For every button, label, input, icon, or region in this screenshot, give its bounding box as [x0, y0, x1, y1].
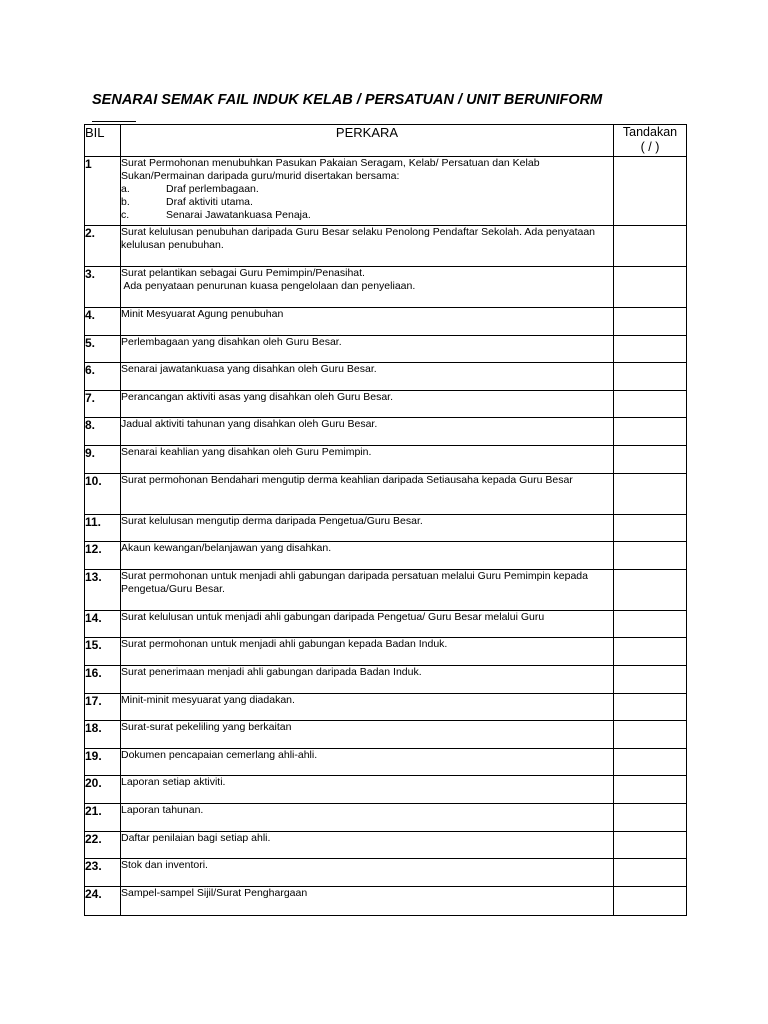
subitem [121, 209, 613, 222]
table-row [85, 445, 687, 473]
row-number: 2. [85, 226, 121, 267]
tandakan-mark-hint: ( / ) [640, 140, 660, 154]
row-number: 3. [85, 267, 121, 308]
row-number: 11. [85, 514, 121, 542]
table-row [85, 748, 687, 776]
row-item-text: Surat kelulusan untuk menjadi ahli gabungan daripada Pengetua/ Guru Besar melalui Guru [121, 610, 614, 638]
row-number: 12. [85, 542, 121, 570]
table-row [85, 390, 687, 418]
check-cell[interactable] [614, 831, 687, 859]
check-cell[interactable] [614, 748, 687, 776]
column-header-bil: BIL [85, 125, 121, 157]
column-header-tandakan [614, 125, 687, 157]
check-cell[interactable] [614, 157, 687, 226]
row-item-text [121, 267, 614, 308]
row-number: 7. [85, 390, 121, 418]
check-cell[interactable] [614, 693, 687, 721]
check-cell[interactable] [614, 610, 687, 638]
row-number: 21. [85, 803, 121, 831]
row-item-text: Jadual aktiviti tahunan yang disahkan oleh Guru Besar. [121, 418, 614, 446]
page-title: SENARAI SEMAK FAIL INDUK KELAB / PERSATUAN / UNIT BERUNIFORM [92, 92, 603, 108]
row-number: 6. [85, 363, 121, 391]
row-item-text: Laporan tahunan. [121, 803, 614, 831]
row-item-text: Dokumen pencapaian cemerlang ahli-ahli. [121, 748, 614, 776]
table-row [85, 665, 687, 693]
row-item-main: Surat Permohonan menubuhkan Pasukan Pakaian Seragam, Kelab/ Persatuan dan Kelab Sukan/Permainan daripada guru/murid disertakan bersama: [121, 157, 540, 182]
table-row [85, 693, 687, 721]
row-item-text: Senarai jawatankuasa yang disahkan oleh Guru Besar. [121, 363, 614, 391]
row-item-text: Surat kelulusan penubuhan daripada Guru Besar selaku Penolong Pendaftar Sekolah. Ada penyataan kelulusan penubuhan. [121, 226, 614, 267]
row-item-text: Daftar penilaian bagi setiap ahli. [121, 831, 614, 859]
check-cell[interactable] [614, 776, 687, 804]
row-item-text: Perancangan aktiviti asas yang disahkan oleh Guru Besar. [121, 390, 614, 418]
row-number: 23. [85, 859, 121, 887]
row-item-note: Ada penyataan penurunan kuasa pengelolaan dan penyeliaan. [121, 280, 416, 292]
check-cell[interactable] [614, 226, 687, 267]
table-row [85, 363, 687, 391]
row-item-text: Laporan setiap aktiviti. [121, 776, 614, 804]
row-item-text: Surat permohonan untuk menjadi ahli gabungan daripada persatuan melalui Guru Pemimpin kepada Pengetua/Guru Besar. [121, 569, 614, 610]
table-row [85, 542, 687, 570]
check-cell[interactable] [614, 308, 687, 336]
check-cell[interactable] [614, 886, 687, 915]
tandakan-label: Tandakan [622, 125, 678, 139]
table-row [85, 610, 687, 638]
row-item-text: Surat permohonan Bendahari mengutip derma keahlian daripada Setiausaha kepada Guru Besar [121, 473, 614, 514]
row-number: 16. [85, 665, 121, 693]
subitem-text: Draf perlembagaan. [166, 183, 259, 195]
row-number: 8. [85, 418, 121, 446]
table-row [85, 859, 687, 887]
row-number: 10. [85, 473, 121, 514]
check-cell[interactable] [614, 335, 687, 363]
table-row [85, 638, 687, 666]
table-row [85, 831, 687, 859]
check-cell[interactable] [614, 638, 687, 666]
table-row [85, 721, 687, 749]
row-number: 18. [85, 721, 121, 749]
row-number: 13. [85, 569, 121, 610]
subitem-letter: c. [121, 209, 130, 221]
table-row [85, 473, 687, 514]
table-row [85, 776, 687, 804]
row-number: 9. [85, 445, 121, 473]
row-number: 14. [85, 610, 121, 638]
title-underline [92, 121, 136, 122]
check-cell[interactable] [614, 267, 687, 308]
subitem-text: Senarai Jawatankuasa Penaja. [166, 209, 311, 221]
table-header-row [85, 125, 687, 157]
row-number: 19. [85, 748, 121, 776]
row-number: 20. [85, 776, 121, 804]
table-row [85, 267, 687, 308]
row-number: 24. [85, 886, 121, 915]
check-cell[interactable] [614, 445, 687, 473]
check-cell[interactable] [614, 569, 687, 610]
table-row [85, 157, 687, 226]
row-item-text: Sampel-sampel Sijil/Surat Penghargaan [121, 886, 614, 915]
check-cell[interactable] [614, 363, 687, 391]
row-item-text: Minit Mesyuarat Agung penubuhan [121, 308, 614, 336]
row-number: 1 [85, 157, 121, 226]
table-row [85, 418, 687, 446]
column-header-perkara: PERKARA [121, 125, 614, 157]
check-cell[interactable] [614, 542, 687, 570]
row-item-text: Surat permohonan untuk menjadi ahli gabungan kepada Badan Induk. [121, 638, 614, 666]
row-item-text: Akaun kewangan/belanjawan yang disahkan. [121, 542, 614, 570]
check-cell[interactable] [614, 721, 687, 749]
row-item-text: Senarai keahlian yang disahkan oleh Guru Pemimpin. [121, 445, 614, 473]
row-item-text: Minit-minit mesyuarat yang diadakan. [121, 693, 614, 721]
subitem-text: Draf aktiviti utama. [166, 196, 253, 208]
subitem [121, 183, 613, 196]
row-number: 22. [85, 831, 121, 859]
table-row [85, 886, 687, 915]
row-item-text: Perlembagaan yang disahkan oleh Guru Besar. [121, 335, 614, 363]
row-number: 5. [85, 335, 121, 363]
check-cell[interactable] [614, 514, 687, 542]
table-row [85, 335, 687, 363]
row-item-main: Surat pelantikan sebagai Guru Pemimpin/Penasihat. [121, 267, 365, 279]
subitem [121, 196, 613, 209]
check-cell[interactable] [614, 665, 687, 693]
check-cell[interactable] [614, 390, 687, 418]
row-item-text: Surat-surat pekeliling yang berkaitan [121, 721, 614, 749]
row-number: 17. [85, 693, 121, 721]
subitem-letter: a. [121, 183, 130, 195]
table-row [85, 226, 687, 267]
table-row [85, 308, 687, 336]
subitem-letter: b. [121, 196, 130, 208]
row-item-text: Stok dan inventori. [121, 859, 614, 887]
row-item-text: Surat kelulusan mengutip derma daripada Pengetua/Guru Besar. [121, 514, 614, 542]
table-row [85, 514, 687, 542]
check-cell[interactable] [614, 473, 687, 514]
check-cell[interactable] [614, 859, 687, 887]
checklist-table [84, 124, 687, 916]
check-cell[interactable] [614, 418, 687, 446]
row-item-text [121, 157, 614, 226]
table-row [85, 803, 687, 831]
table-row [85, 569, 687, 610]
row-number: 4. [85, 308, 121, 336]
check-cell[interactable] [614, 803, 687, 831]
row-number: 15. [85, 638, 121, 666]
row-item-text: Surat penerimaan menjadi ahli gabungan daripada Badan Induk. [121, 665, 614, 693]
